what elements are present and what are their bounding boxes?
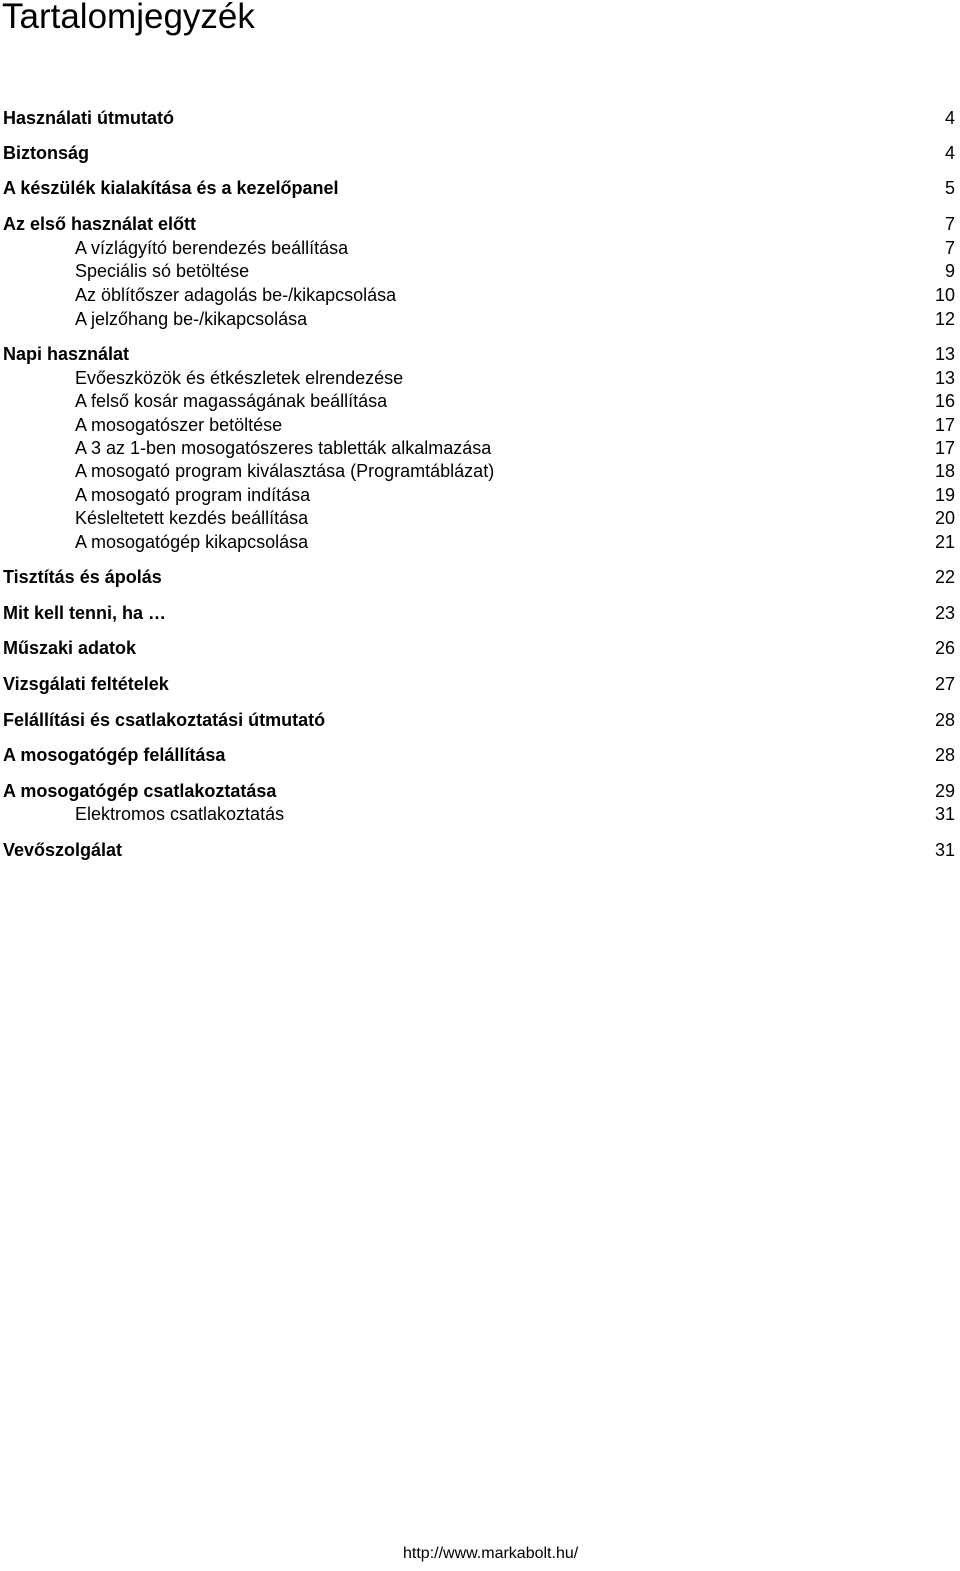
toc-entry-page-number: 21	[934, 532, 955, 552]
toc-entry[interactable]	[0, 779, 960, 803]
toc-entry-label: A felső kosár magasságának beállítása	[75, 391, 388, 411]
toc-entry[interactable]	[0, 283, 960, 307]
toc-entry[interactable]	[0, 601, 960, 625]
toc-entry-label: Mit kell tenni, ha …	[3, 603, 167, 623]
toc-entry-page-number: 28	[934, 710, 955, 730]
toc-entry[interactable]	[0, 212, 960, 236]
toc-entry-page-number: 22	[934, 567, 955, 587]
toc-entry-label: Az első használat előtt	[3, 214, 197, 234]
toc-entry-label: A jelzőhang be-/kikapcsolása	[75, 309, 308, 329]
toc-entry-label: A vízlágyító berendezés beállítása	[75, 238, 349, 258]
toc-entry-page-number: 31	[934, 840, 955, 860]
toc-entry-page-number: 26	[934, 638, 955, 658]
toc-entry-page-number: 9	[944, 261, 955, 281]
toc-entry-page-number: 4	[944, 108, 955, 128]
footer-url[interactable]: http://www.markabolt.hu/	[403, 1545, 579, 1562]
toc-entry-label: A készülék kialakítása és a kezelőpanel	[3, 178, 339, 198]
toc-entry-label: A mosogatógép csatlakoztatása	[3, 781, 277, 801]
toc-entry-label: A mosogatószer betöltése	[75, 415, 283, 435]
toc-entry-label: A mosogató program kiválasztása (Programtáblázat)	[75, 461, 495, 481]
toc-entry[interactable]	[0, 236, 960, 260]
toc-entry-page-number: 31	[934, 804, 955, 824]
toc-entry[interactable]	[0, 259, 960, 283]
toc-entry[interactable]	[0, 389, 960, 413]
toc-entry-page-number: 10	[934, 285, 955, 305]
toc-entry-page-number: 13	[934, 344, 955, 364]
toc-entry-page-number: 17	[934, 415, 955, 435]
toc-entry-label: Napi használat	[3, 344, 130, 364]
toc-entry-page-number: 18	[934, 461, 955, 481]
toc-entry-label: Műszaki adatok	[3, 638, 137, 658]
toc-entry-label: Tisztítás és ápolás	[3, 567, 162, 587]
toc-entry[interactable]	[0, 176, 960, 200]
toc-entry-label: A mosogatógép felállítása	[3, 745, 226, 765]
toc-entry-label: Vizsgálati feltételek	[3, 674, 169, 694]
toc-entry-label: Biztonság	[3, 143, 90, 163]
toc-entry[interactable]	[0, 141, 960, 165]
toc-entry[interactable]	[0, 802, 960, 826]
toc-entry[interactable]	[0, 342, 960, 366]
toc-entry-label: Vevőszolgálat	[3, 840, 123, 860]
toc-entry-page-number: 28	[934, 745, 955, 765]
toc-entry[interactable]	[0, 436, 960, 460]
toc-entry-page-number: 12	[934, 309, 955, 329]
page-title: Tartalomjegyzék	[2, 0, 255, 36]
toc-entry-label: Felállítási és csatlakoztatási útmutató	[3, 710, 326, 730]
toc-entry[interactable]	[0, 413, 960, 437]
toc-entry-page-number: 7	[944, 214, 955, 234]
toc-entry[interactable]	[0, 838, 960, 862]
toc-entry-page-number: 13	[934, 368, 955, 388]
toc-entry-page-number: 17	[934, 438, 955, 458]
toc-entry-label: Evőeszközök és étkészletek elrendezése	[75, 368, 404, 388]
toc-entry[interactable]	[0, 307, 960, 331]
toc-entry-page-number: 20	[934, 508, 955, 528]
toc-entry-label: Speciális só betöltése	[75, 261, 250, 281]
toc-entry[interactable]	[0, 106, 960, 130]
toc-entry-page-number: 19	[934, 485, 955, 505]
toc-entry-label: Késleltetett kezdés beállítása	[75, 508, 309, 528]
toc-entry[interactable]	[0, 565, 960, 589]
toc-entry-page-number: 5	[944, 178, 955, 198]
toc-entry[interactable]	[0, 708, 960, 732]
toc-entry-page-number: 23	[934, 603, 955, 623]
toc-entry-label: A 3 az 1-ben mosogatószeres tabletták alkalmazása	[75, 438, 492, 458]
toc-entry-page-number: 4	[944, 143, 955, 163]
toc-entry[interactable]	[0, 530, 960, 554]
toc-entry-page-number: 29	[934, 781, 955, 801]
toc-entry-label: A mosogatógép kikapcsolása	[75, 532, 309, 552]
toc-entry-page-number: 27	[934, 674, 955, 694]
toc-entry-label: A mosogató program indítása	[75, 485, 311, 505]
toc-entry[interactable]	[0, 672, 960, 696]
toc-entry[interactable]	[0, 483, 960, 507]
toc-entry-label: Használati útmutató	[3, 108, 175, 128]
toc-entry-page-number: 16	[934, 391, 955, 411]
toc-entry[interactable]	[0, 506, 960, 530]
toc-entry[interactable]	[0, 366, 960, 390]
toc-entry-label: Az öblítőszer adagolás be-/kikapcsolása	[75, 285, 397, 305]
toc-entry-label: Elektromos csatlakoztatás	[75, 804, 285, 824]
toc-entry[interactable]	[0, 743, 960, 767]
toc-entry[interactable]	[0, 459, 960, 483]
toc-entry[interactable]	[0, 636, 960, 660]
toc-entry-page-number: 7	[944, 238, 955, 258]
